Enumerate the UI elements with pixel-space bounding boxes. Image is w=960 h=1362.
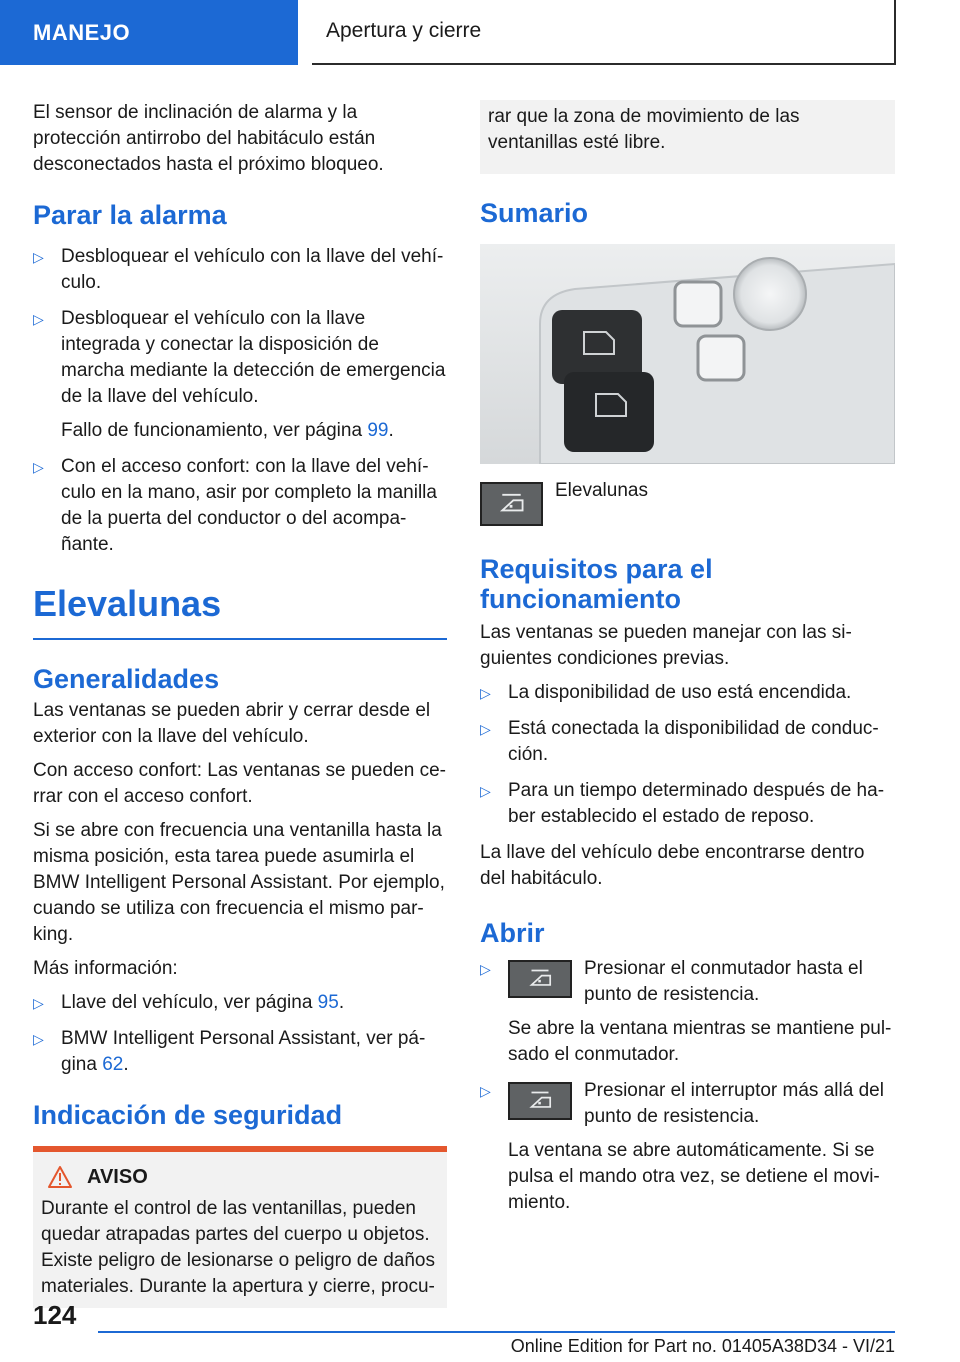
heading-summary: Sumario: [480, 198, 589, 228]
list-item: [33, 1026, 447, 1078]
left-column: [33, 100, 447, 1308]
stop-alarm-list: [33, 244, 447, 558]
footer-edition: Online Edition for Part no. 01405A38D34 - VI/21: [510, 1336, 895, 1356]
paragraph: Las ventanas se pueden manejar con las si-guientes condiciones previas.: [480, 622, 852, 669]
punctuation: .: [123, 1054, 129, 1075]
warning-box: [33, 1146, 447, 1308]
list-item: [480, 716, 895, 768]
legend-caption: Elevalunas: [555, 480, 648, 501]
reference-list: [33, 990, 447, 1078]
bullet-icon: ▷: [33, 1031, 44, 1047]
warning-header: [41, 1164, 439, 1190]
paragraph: Si se abre con frecuencia una ventanilla hasta la misma posición, esta tarea puede asumirla el BMW Intelligent Personal Assistant. Por ejemplo, cuando se utiliza con frecuencia el mismo par-king.: [33, 820, 445, 945]
heading-general: Generalidades: [33, 664, 220, 694]
list-item: [33, 990, 447, 1016]
requirements-list: [480, 680, 895, 830]
warning-continuation: rar que la zona de movimiento de las ventanillas esté libre.: [480, 100, 895, 174]
step-text: Presionar el conmutador hasta el punto de resistencia.: [584, 958, 863, 1005]
heading-open: Abrir: [480, 918, 545, 948]
punctuation: .: [338, 992, 345, 1013]
heading-stop-alarm: Parar la alarma: [33, 200, 227, 230]
heading-requirements: Requisitos para el funcionamiento: [480, 554, 713, 614]
open-steps-list: [480, 956, 895, 1216]
page-number: 124: [33, 1300, 77, 1330]
page-link[interactable]: 95: [317, 992, 339, 1013]
list-item: [480, 956, 895, 1068]
heading-safety: Indicación de seguridad: [33, 1100, 343, 1130]
warning-triangle-icon: [47, 1165, 73, 1189]
list-item-text: Con el acceso confort: con la llave del vehí-culo en la mano, asir por completo la manilla de la puerta del conductor o del acompa-ñante.: [61, 456, 437, 555]
punctuation: .: [388, 420, 394, 441]
bullet-icon: ▷: [480, 783, 491, 799]
window-switch-icon: [480, 482, 543, 526]
paragraph: La llave del vehículo debe encontrarse dentro del habitáculo.: [480, 842, 865, 889]
paragraph: Las ventanas se pueden abrir y cerrar desde el exterior con la llave del vehículo.: [33, 700, 431, 747]
heading-rule: [33, 638, 447, 640]
right-column: [480, 100, 895, 1226]
paragraph: Con acceso confort: Las ventanas se pueden ce-rrar con el acceso confort.: [33, 760, 446, 807]
section-tab[interactable]: MANEJO: [0, 0, 298, 65]
intro-paragraph: El sensor de inclinación de alarma y la protección antirrobo del habitáculo están desconectados hasta el próximo bloqueo.: [33, 102, 384, 175]
list-item-text: Para un tiempo determinado después de ha-ber establecido el estado de reposo.: [508, 780, 885, 827]
step-note: La ventana se abre automáticamente. Si se pulsa el mando otra vez, se detiene el movi-miento.: [508, 1140, 880, 1213]
list-item-text: Está conectada la disponibilidad de conduc-ción.: [508, 718, 879, 765]
more-info: Más información:: [33, 958, 178, 979]
note-text: Fallo de funcionamiento, ver página: [61, 420, 368, 441]
list-item-text: Desbloquear el vehículo con la llave del vehí-culo.: [61, 246, 444, 293]
bullet-icon: ▷: [480, 961, 491, 977]
window-switch-icon: [508, 1082, 572, 1120]
list-item-text: Llave del vehículo, ver página: [61, 992, 318, 1013]
legend-row: [480, 482, 895, 526]
list-item: [480, 778, 895, 830]
list-item-text: BMW Intelligent Personal Assistant, ver pá-gina: [61, 1028, 426, 1075]
page-link[interactable]: 62: [102, 1054, 124, 1075]
window-switch-icon: [508, 960, 572, 998]
bullet-icon: ▷: [33, 995, 44, 1011]
list-item: [480, 1078, 895, 1216]
list-item: [33, 244, 447, 296]
window-switch-photo: [480, 244, 895, 464]
warning-label: AVISO: [87, 1166, 148, 1188]
step-text: Presionar el interruptor más allá del punto de resistencia.: [584, 1080, 884, 1127]
chapter-title: Apertura y cierre: [312, 0, 896, 65]
list-item: [33, 454, 447, 558]
step-note: Se abre la ventana mientras se mantiene pul-sado el conmutador.: [508, 1018, 892, 1065]
list-item: [480, 680, 895, 706]
list-item-text: Desbloquear el vehículo con la llave integrada y conectar la disposición de marcha mediante la detección de emergencia de la llave del vehículo.: [61, 308, 446, 407]
bullet-icon: ▷: [33, 311, 44, 327]
list-item: [33, 306, 447, 444]
list-item-text: La disponibilidad de uso está encendida.: [508, 682, 852, 703]
note: [61, 418, 447, 444]
bullet-icon: ▷: [33, 249, 44, 265]
page-link[interactable]: 99: [367, 420, 389, 441]
bullet-icon: ▷: [480, 1083, 491, 1099]
bullet-icon: ▷: [480, 685, 491, 701]
bullet-icon: ▷: [33, 459, 44, 475]
heading-windows: Elevalunas: [33, 583, 222, 624]
bullet-icon: ▷: [480, 721, 491, 737]
warning-text: Durante el control de las ventanillas, pueden quedar atrapadas partes del cuerpo u objetos. Existe peligro de lesionarse o peligro de daños materiales. Durante la apertura y cierre, procu-: [41, 1198, 435, 1297]
